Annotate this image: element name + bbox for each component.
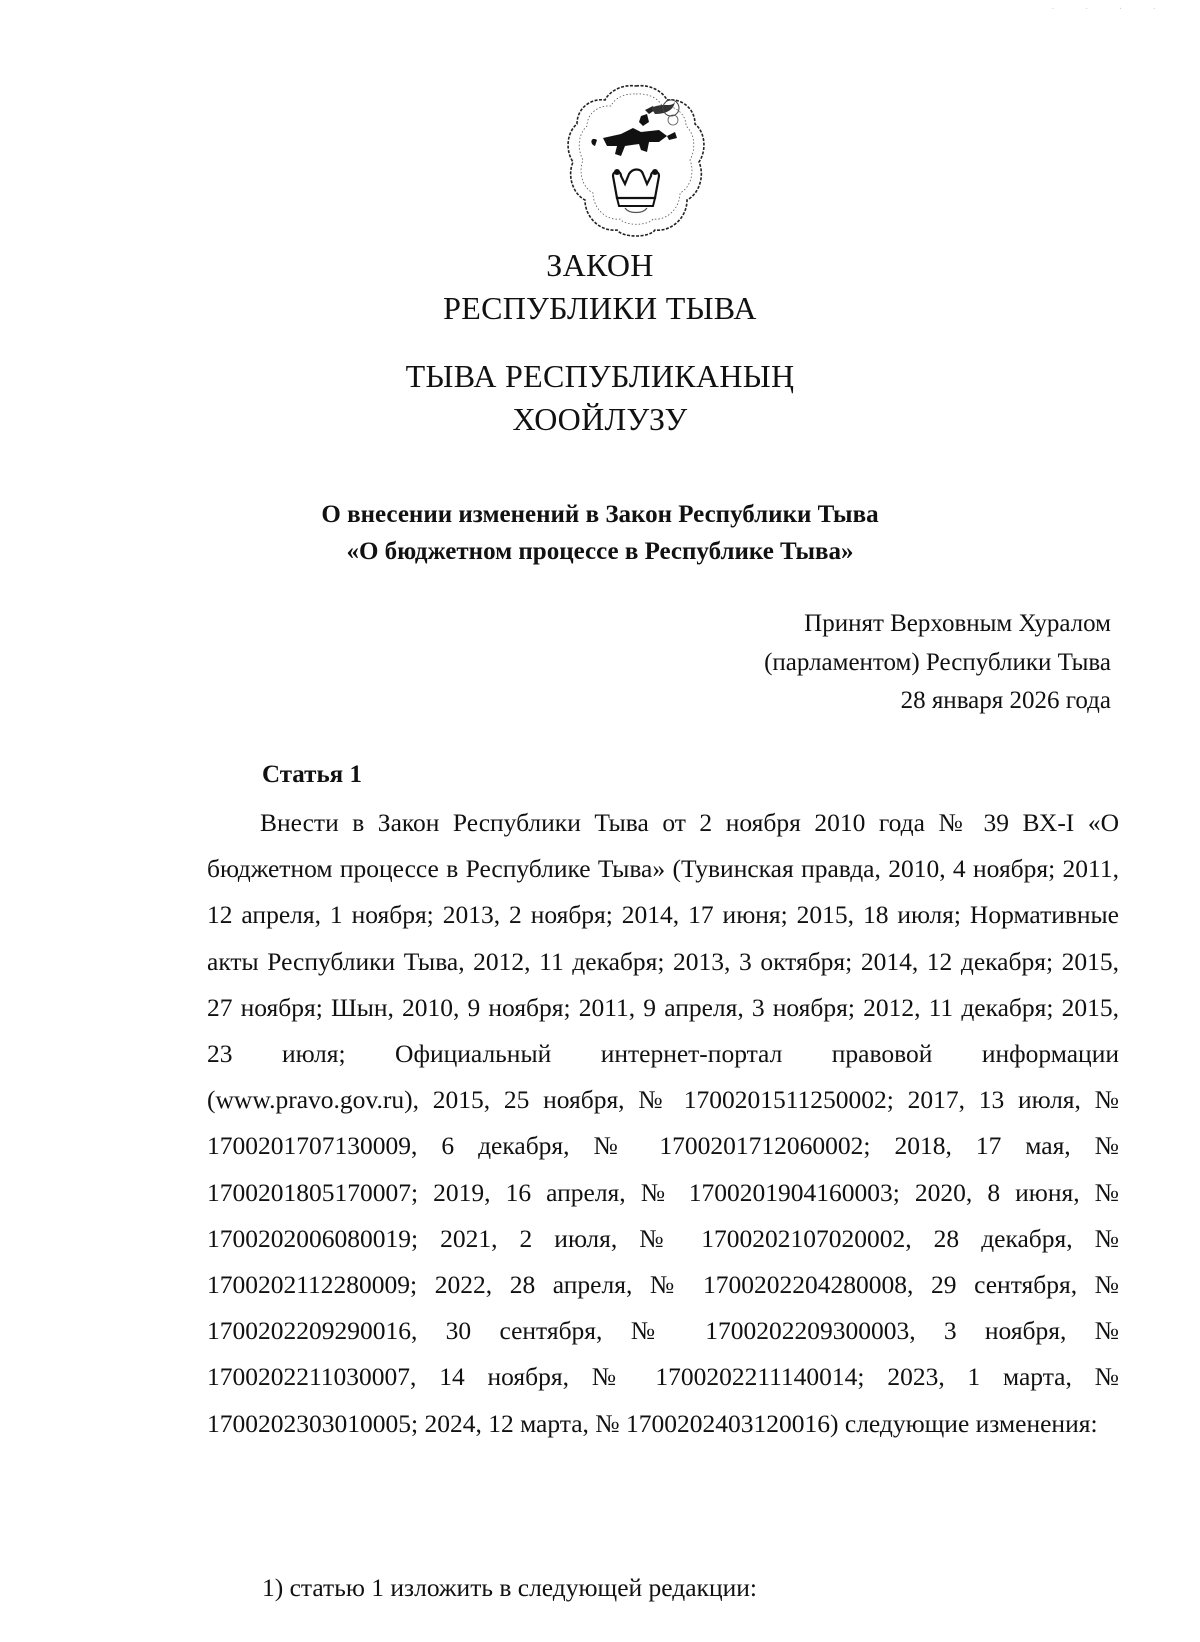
law-header-tuvan [0, 355, 1200, 441]
header-title-line: ХООЙЛУЗУ [512, 401, 688, 437]
adoption-line: (парламентом) Республики Тыва [764, 648, 1111, 676]
scan-artifact-marks: · · · · [1051, 4, 1170, 15]
law-subject-title [0, 496, 1200, 570]
law-title-line: О внесении изменений в Закон Республики Тыва [321, 501, 879, 528]
adoption-date: 28 января 2026 года [900, 687, 1111, 714]
header-title-line: ТЫВА РЕСПУБЛИКАНЫҢ [405, 358, 795, 394]
law-header-russian [0, 244, 1200, 330]
article-paragraph: Внести в Закон Республики Тыва от 2 ноября 2010 года № 39 ВХ-I «О бюджетном процессе в Республике Тыва» (Тувинская правда, 2010, 4 ноября; 2011, 12 апреля, 1 ноября; 2013, 2 ноября; 2014, 17 июня; 2015, 18 июля; Нормативные акты Республики Тыва, 2012, 11 декабря; 2013, 3 октября; 2014, 12 декабря; 2015, 27 ноября; Шын, 2010, 9 ноября; 2011, 9 апреля, 3 ноября; 2012, 11 декабря; 2015, 23 июля; Официальный интернет-портал правовой информации (www.pravo.gov.ru), 2015, 25 ноября, № 1700201511250002; 2017, 13 июля, № 1700201707130009, 6 декабря, № 1700201712060002; 2018, 17 мая, № 1700201805170007; 2019, 16 апреля, № 1700201904160003; 2020, 8 июня, № 1700202006080019; 2021, 2 июля, № 1700202107020002, 28 декабря, № 1700202112280009; 2022, 28 апреля, № 1700202204280008, 29 сентября, № 1700202209290016, 30 сентября, № 1700202209300003, 3 ноября, № 1700202211030007, 14 ноября, № 1700202211140014; 2023, 1 марта, № 1700202303010005; 2024, 12 марта, № 1700202403120016) следующие изменения: [207, 808, 1119, 1438]
header-title-line: РЕСПУБЛИКИ ТЫВА [443, 290, 757, 326]
adoption-note [764, 605, 1111, 721]
law-title-line: «О бюджетном процессе в Республике Тыва» [346, 538, 854, 565]
article-heading: Статья 1 [262, 761, 362, 788]
article-list-item: 1) статью 1 изложить в следующей редакции: [262, 1573, 757, 1602]
header-title-line: ЗАКОН [546, 247, 654, 283]
adoption-line: Принят Верховным Хуралом [804, 610, 1111, 637]
coat-of-arms-emblem-icon [563, 80, 709, 242]
